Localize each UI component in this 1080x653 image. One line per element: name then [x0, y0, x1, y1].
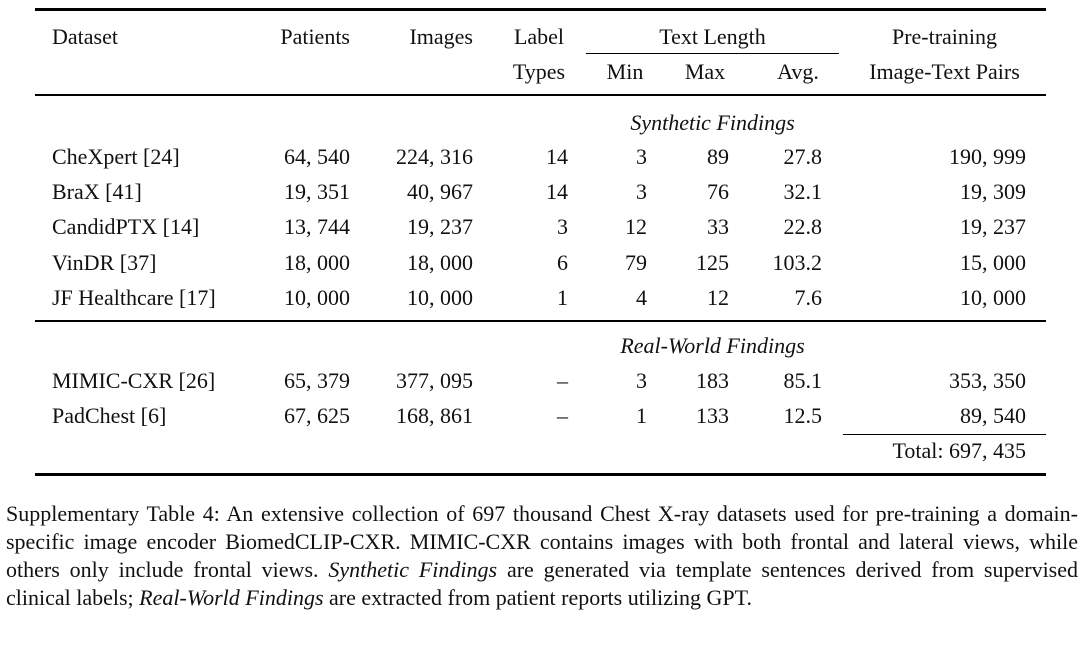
top-rule	[35, 8, 1046, 11]
header-images: Images	[409, 24, 473, 49]
cell-avg: 12.5	[783, 403, 822, 428]
caption-em-real-world: Real-World Findings	[139, 585, 324, 610]
cell-avg: 22.8	[783, 214, 822, 239]
cell-min: 4	[636, 285, 647, 310]
section-rule	[35, 320, 1046, 322]
cell-patients: 65, 379	[284, 368, 350, 393]
cell-label-types: 14	[546, 179, 568, 204]
cell-max: 183	[696, 368, 729, 393]
cell-min: 12	[625, 214, 647, 239]
cell-min: 3	[636, 179, 647, 204]
cell-max: 89	[707, 144, 729, 169]
cell-min: 79	[625, 250, 647, 275]
cell-dataset: JF Healthcare [17]	[52, 285, 216, 310]
header-dataset: Dataset	[52, 24, 118, 49]
header-text-length: Text Length	[659, 24, 766, 49]
table-caption	[6, 500, 1078, 612]
cell-dataset: CandidPTX [14]	[52, 214, 200, 239]
header-rule	[35, 94, 1046, 96]
cell-pairs: 10, 000	[960, 285, 1026, 310]
cell-max: 76	[707, 179, 729, 204]
cell-label-types: 14	[546, 144, 568, 169]
cell-label-types: 3	[557, 214, 568, 239]
cell-patients: 18, 000	[284, 250, 350, 275]
cell-images: 18, 000	[407, 250, 473, 275]
cell-min: 1	[636, 403, 647, 428]
cell-max: 33	[707, 214, 729, 239]
cell-patients: 13, 744	[284, 214, 350, 239]
bottom-rule	[35, 473, 1046, 476]
section-title-synthetic: Synthetic Findings	[630, 110, 795, 135]
header-label-types-2: Types	[512, 59, 566, 84]
cell-max: 12	[707, 285, 729, 310]
cell-avg: 32.1	[783, 179, 822, 204]
cell-images: 377, 095	[396, 368, 473, 393]
header-label-types-1: Label	[513, 24, 565, 49]
header-min: Min	[606, 59, 644, 84]
cell-patients: 10, 000	[284, 285, 350, 310]
cell-patients: 67, 625	[284, 403, 350, 428]
cell-dataset: PadChest [6]	[52, 403, 167, 428]
cell-label-types: –	[557, 403, 568, 428]
caption-em-synthetic: Synthetic Findings	[328, 557, 498, 582]
cell-pairs: 190, 999	[949, 144, 1026, 169]
cell-avg: 103.2	[772, 250, 822, 275]
cell-images: 19, 237	[407, 214, 473, 239]
cell-avg: 7.6	[794, 285, 822, 310]
header-max: Max	[684, 59, 726, 84]
cell-dataset: BraX [41]	[52, 179, 142, 204]
cell-dataset: MIMIC-CXR [26]	[52, 368, 216, 393]
total-pairs: Total: 697, 435	[892, 438, 1026, 463]
cell-patients: 19, 351	[284, 179, 350, 204]
cell-max: 125	[696, 250, 729, 275]
header-pairs-1: Pre-training	[891, 24, 998, 49]
cell-min: 3	[636, 144, 647, 169]
section-title-real-world: Real-World Findings	[620, 333, 805, 358]
caption-text-1: Supplementary Table 4: An extensive collection of 697 thousand Chest X-ray datasets used for pre-training a domain-specific image encoder BiomedCLIP-CXR. MIMIC-CXR contains images with both frontal and lateral views, while others only include frontal views.	[6, 501, 1078, 582]
header-avg: Avg.	[777, 59, 819, 84]
caption-text-2: are generated via template sentences derived from supervised clinical labels;	[6, 557, 1079, 610]
cell-images: 224, 316	[396, 144, 473, 169]
cell-pairs: 89, 540	[960, 403, 1026, 428]
total-rule	[843, 434, 1046, 435]
cell-images: 10, 000	[407, 285, 473, 310]
cell-avg: 27.8	[783, 144, 822, 169]
header-pairs-2: Image-Text Pairs	[869, 59, 1020, 84]
header-patients: Patients	[280, 24, 350, 49]
cell-label-types: –	[557, 368, 568, 393]
cell-label-types: 6	[557, 250, 568, 275]
text-length-rule	[586, 53, 839, 54]
cell-dataset: CheXpert [24]	[52, 144, 180, 169]
cell-dataset: VinDR [37]	[52, 250, 157, 275]
cell-min: 3	[636, 368, 647, 393]
cell-avg: 85.1	[783, 368, 822, 393]
cell-images: 168, 861	[396, 403, 473, 428]
cell-max: 133	[696, 403, 729, 428]
cell-patients: 64, 540	[284, 144, 350, 169]
caption-text-3: are extracted from patient reports utilizing GPT.	[323, 585, 752, 610]
cell-pairs: 353, 350	[949, 368, 1026, 393]
cell-images: 40, 967	[407, 179, 473, 204]
cell-pairs: 15, 000	[960, 250, 1026, 275]
cell-pairs: 19, 309	[960, 179, 1026, 204]
cell-pairs: 19, 237	[960, 214, 1026, 239]
cell-label-types: 1	[557, 285, 568, 310]
